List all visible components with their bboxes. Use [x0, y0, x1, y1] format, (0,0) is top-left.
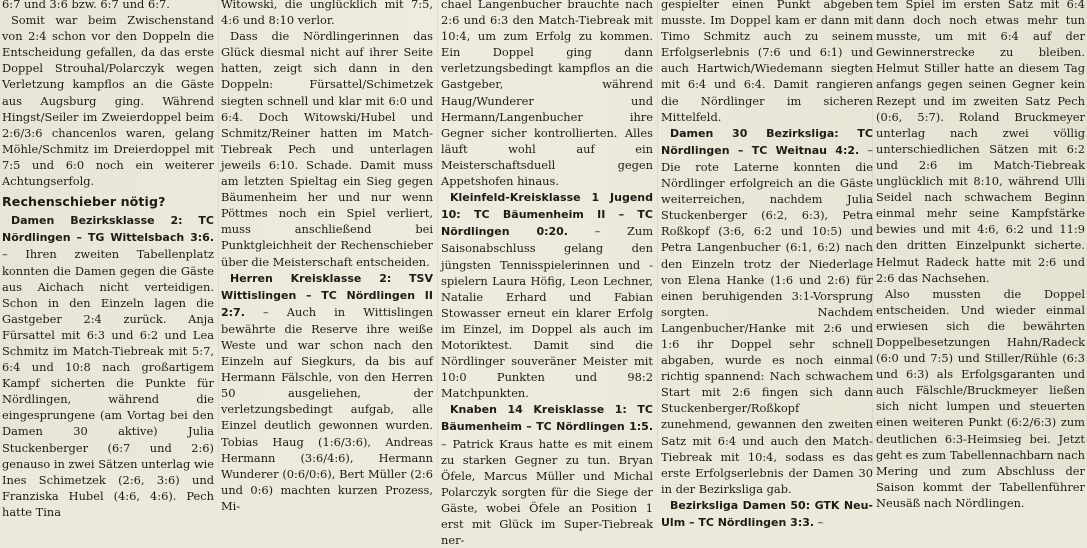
match-report-paragraph	[661, 125, 873, 497]
match-report-text: – Zum Saisonabschluss gelang den jüngsten Tennisspielerinnen und -spielern Laura Höfig, Leon Lechner, Natalie Erhard und Fabian Stowasser erneut ein klarer Erfolg im Einzel, im Doppel als auch im Motoriktest. Damit sind die Nördlinger souveräner Meister mit 10:0 Punkten und 98:2 Matchpunkten.	[441, 224, 653, 401]
match-report-paragraph	[221, 270, 433, 514]
column-4	[661, 0, 873, 529]
column-2	[221, 0, 433, 513]
body-paragraph: Witowski, die unglücklich mit 7:5, 4:6 und 8:10 verlor.	[221, 0, 433, 28]
column-1	[2, 0, 214, 519]
match-headline: Bezirksliga Damen 50: GTK Neu-Ulm – TC Nördlingen 3:3.	[661, 498, 873, 529]
column-3	[441, 0, 653, 548]
body-paragraph: Dass die Nördlingerinnen das Glück diesmal nicht auf ihrer Seite hatten, zeigt sich dann in den Doppeln: Fürsattel/Schimetzek siegten schnell und klar mit 6:0 und 6:4. Doch Witowski/Hubel und Schmitz/Reiner hatten im Match-Tiebreak Pech und unterlagen jeweils 6:10. Schade. Damit muss am letzten Spieltag ein Sieg gegen Bäumenheim her und nur wenn Pöttmes noch ein Spiel verliert, muss anschließend bei Punktgleichheit der Rechenschieber über die Meisterschaft entscheiden.	[221, 29, 433, 269]
match-report-text: – Die rote Laterne konnten die Nördlinger erfolgreich an die Gäste weiterreichen, nachdem Julia Stuckenberger (6:2, 6:3), Petra Roßkopf (3:6, 6:2 und 10:5) und Petra Langenbucher (6:1, 6:2) nach den Einzeln trotz der Niederlage von Elena Hanke (1:6 und 2:6) für einen beruhigenden 3:1-Vorsprung sorgten. Nachdem Langenbucher/Hanke mit 2:6 und 1:6 ihr Doppel sehr schnell abgaben, wurde es noch einmal richtig spannend: Nach schwachem Start mit 2:6 fingen sich dann Stuckenberger/Roßkopf zunehmend, gewannen den zweiten Satz mit 6:4 und auch den Match-Tiebreak mit 10:4, sodass es das erste Erfolgserlebnis der Damen 30 in der Bezirksliga gab.	[661, 142, 873, 496]
match-report-text: –	[814, 515, 824, 529]
column-divider	[437, 0, 438, 470]
column-divider	[218, 0, 219, 470]
section-heading: Rechenschieber nötig?	[2, 194, 166, 210]
match-report-paragraph	[441, 189, 653, 401]
body-paragraph: Also mussten die Doppel entscheiden. Und wieder einmal erwiesen sich die bewährten Doppelbesetzungen Hahn/Radeck (6:0 und 7:5) und Stiller/Rühle (6:3 und 6:3) als Erfolgsgaranten und auch Fälschle/Bruckmeyer ließen sich nicht lumpen und steuerten einen weiteren Punkt (6:2/6:3) zum deutlichen 6:3-Heimsieg bei. Jetzt geht es zum Tabellennachbarn nach Mering und zum Abschluss der Saison kommt der Tabellenführer Neusäß nach Nördlingen.	[876, 286, 1085, 510]
match-headline: Knaben 14 Kreisklasse 1: TC Bäumenheim – TC Nördlingen 1:5.	[441, 403, 653, 434]
body-paragraph: 6:7 und 3:6 bzw. 6:7 und 6:7.	[2, 0, 170, 11]
column-divider	[657, 0, 658, 470]
match-headline: Damen Bezirksklasse 2: TC Nördlingen – TG Wittelsbach 3:6.	[2, 214, 214, 245]
match-report-text: – Auch in Wittislingen bewährte die Reserve ihre weiße Weste und war schon nach den Einzeln auf Siegkurs, da bis auf Hermann Fälschle, von den Herren 50 ausgeliehen, der verletzungsbedingt aufgab, alle Einzel deutlich gewonnen wurden. Tobias Haug (1:6/3:6), Andreas Hermann (3:6/4:6), Hermann Wunderer (0:6/0:6), Bert Müller (2:6 und 0:6) machten kurzen Prozess, Mi-	[221, 304, 433, 513]
body-paragraph: Somit war beim Zwischenstand von 2:4 schon vor den Doppeln die Entscheidung gefallen, da das erste Doppel Strouhal/Polarczyk wegen Verletzung kampflos an die Gäste aus Augsburg ging. Während Hingst/Seiler im Zweierdoppel beim 2:6/3:6 chancenlos waren, gelang Möhle/Schmitz im Dreierdoppel mit 7:5 und 6:0 noch ein weiterer Achtungserfolg.	[2, 13, 214, 189]
match-report-text: – Ihren zweiten Tabellenplatz konnten die Damen gegen die Gäste aus Aichach nicht verteidigen. Schon in den Einzeln lagen die Gastgeber 2:4 zurück. Anja Fürsattel mit 6:3 und 6:2 und Lea Schmitz im Match-Tiebreak mit 5:7, 6:4 und 10:8 nach großartigem Kampf sicherten die Punkte für Nördlingen, während die eingesprungene (am Vortag bei den Damen 30 aktive) Julia Stuckenberger (6:7 und 2:6) genauso in zwei Sätzen unterlag wie Ines Schimetzek (2:6, 3:6) und Franziska Hubel (4:6, 4:6). Pech hatte Tina	[2, 247, 214, 519]
body-paragraph: tem Spiel im ersten Satz mit 6:4 dann doch noch etwas mehr tun musste, um mit 6:4 auf der Gewinnerstrecke zu bleiben. Helmut Stiller hatte an diesem Tag anfangs gegen seinen Gegner kein Rezept und im zweiten Satz Pech (0:6, 5:7). Roland Bruckmeyer unterlag nach zwei völlig unterschiedlichen Sätzen mit 6:2 und 2:6 im Match-Tiebreak unglücklich mit 8:10, während Ulli Seidel nach schwachem Beginn einmal mehr seine Kampfstärke bewies und mit 4:6, 6:2 und 11:9 den dritten Einzelpunkt sicherte. Helmut Radeck hatte mit 2:6 und 2:6 das Nachsehen.	[876, 0, 1085, 285]
match-report-text: – Patrick Kraus hatte es mit einem zu starken Gegner zu tun. Bryan Öfele, Marcus Müller und Michal Polarczyk sorgten für die Siege der Gäste, wobei Öfele an Position 1 erst mit Glück im Super-Tiebreak ner-	[441, 436, 653, 548]
column-divider	[872, 0, 873, 470]
match-report-paragraph	[441, 401, 653, 548]
match-report-paragraph	[2, 212, 214, 520]
body-paragraph: chael Langenbucher brauchte nach 2:6 und 6:3 den Match-Tiebreak mit 10:4, um zum Erfolg zu kommen. Ein Doppel ging dann verletzungsbedingt kampflos an die Gastgeber, während Haug/Wunderer und Hermann/Langenbucher ihre Gegner sicher kontrollierten. Alles läuft wohl auf ein Meisterschaftsduell gegen Appetshofen hinaus.	[441, 0, 653, 189]
match-headline: Damen 30 Bezirksliga: TC Nördlingen – TC Weitnau 4:2.	[661, 126, 873, 157]
match-report-paragraph	[661, 497, 873, 531]
match-headline: Kleinfeld-Kreisklasse 1 Jugend 10: TC Bäumenheim II – TC Nördlingen 0:20.	[441, 191, 653, 239]
match-headline: Herren Kreisklasse 2: TSV Wittislingen – TC Nördlingen II 2:7.	[221, 271, 433, 319]
body-paragraph: gespielter einen Punkt abgeben musste. Im Doppel kam er dann mit Timo Schmitz auch zu seinem Erfolgserlebnis (7:6 und 6:1) und auch Hartwich/Wiedemann siegten mit 6:4 und 6:4. Damit rangieren die Nördlinger im sicheren Mittelfeld.	[661, 0, 873, 124]
column-5	[876, 0, 1085, 510]
